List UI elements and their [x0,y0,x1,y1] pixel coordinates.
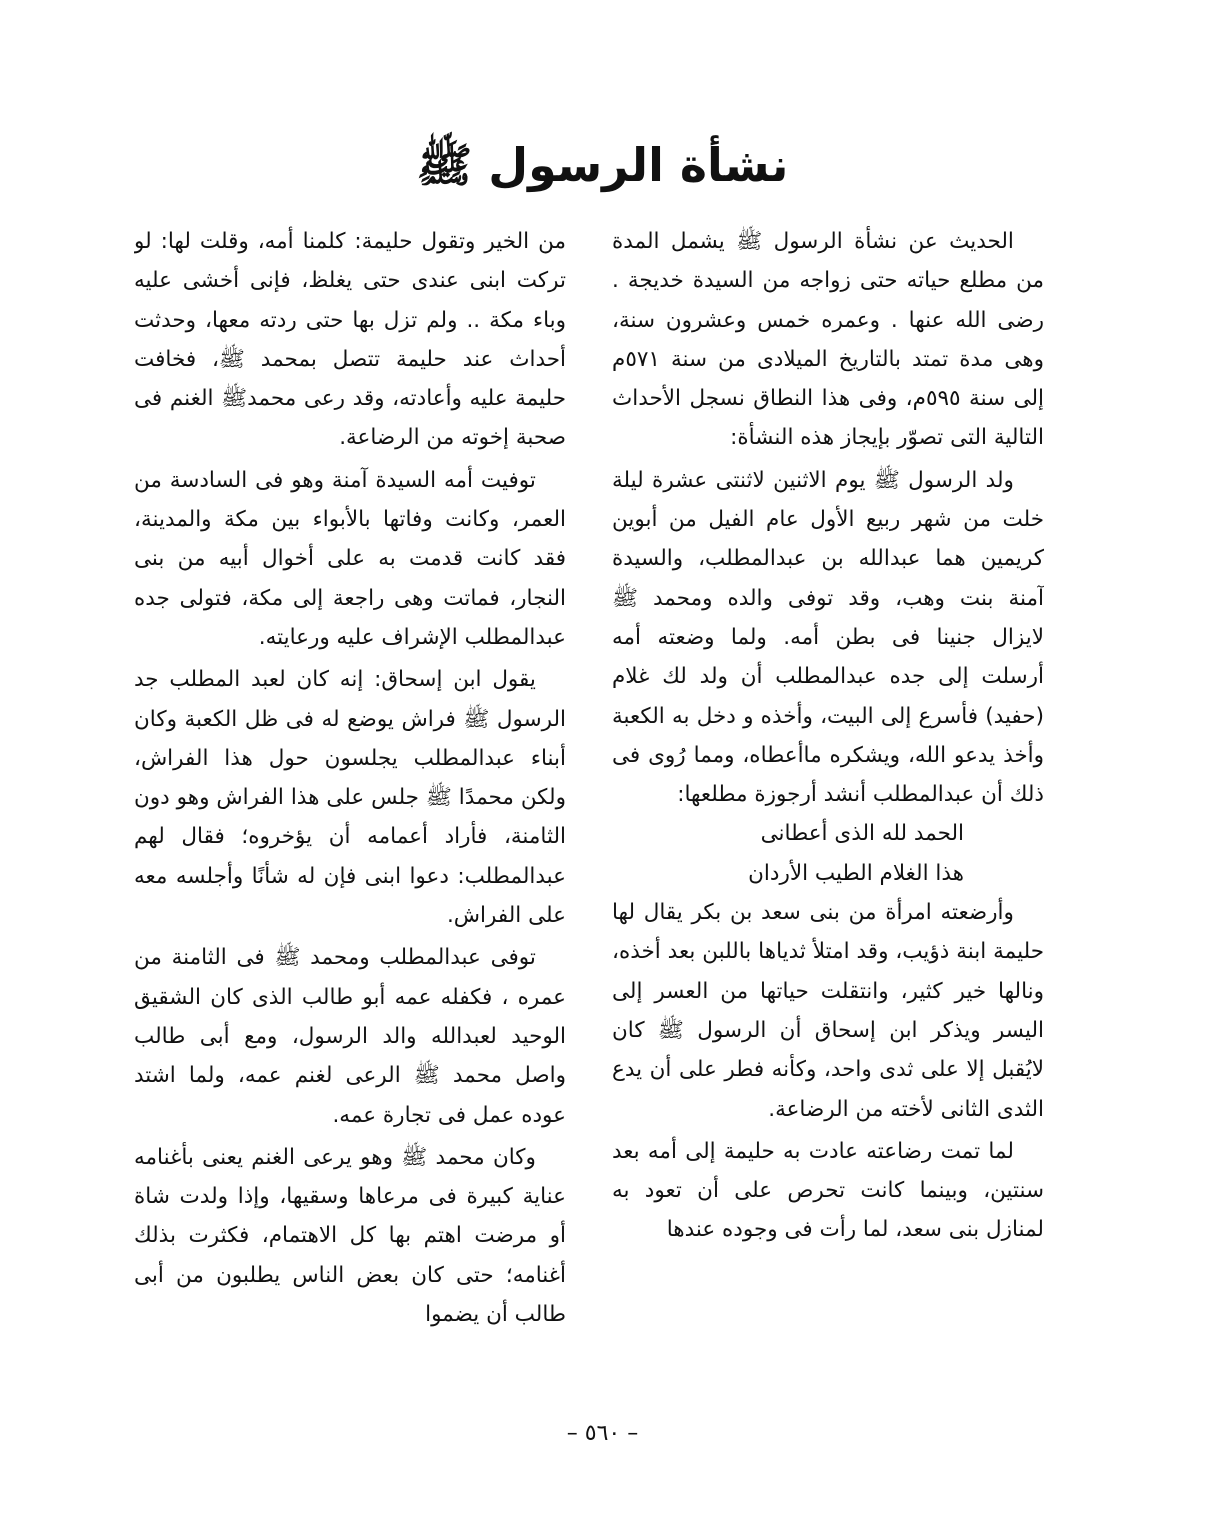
paragraph: الحديث عن نشأة الرسول ﷺ يشمل المدة من مطلع حياته حتى زواجه من السيدة خديجة . رضى الله عنها . وعمره خمس وعشرون سنة، وهى مدة تمتد بالتاريخ الميلادى من سنة ٥٧١م إلى سنة ٥٩٥م، وفى هذا النطاق نسجل الأحداث التالية التى تصوّر بإيجاز هذه النشأة: [612,229,1044,451]
page-title: نشأة الرسول ﷺ [416,138,789,192]
paragraph: توفيت أمه السيدة آمنة وهو فى السادسة من العمر، وكانت وفاتها بالأبواء بين مكة والمدينة، فقد كانت قدمت به على أخوال أبيه من بنى النجار، فماتت وهى راجعة إلى مكة، فتولى جده عبدالمطلب الإشراف عليه ورعايته. [134,467,566,650]
left-column [134,222,566,1412]
paragraph: ولد الرسول ﷺ يوم الاثنين لاثنتى عشرة ليلة خلت من شهر ربيع الأول عام الفيل من أبوين كريمين هما عبدالله بن عبدالمطلب، والسيدة آمنة بنت وهب، وقد توفى والده ومحمد ﷺ لايزال جنينا فى بطن أمه. ولما وضعته أمه أرسلت إلى جده عبدالمطلب أن ولد لك غلام (حفيد) فأسرع إلى البيت، وأخذه و دخل به الكعبة وأخذ يدعو الله، ويشكره ماأعطاه، ومما رُوى فى ذلك أن عبدالمطلب أنشد أرجوزة مطلعها: [612,467,1044,808]
poem-verse [612,814,1044,893]
page-number: – ٥٦٠ – [566,1421,639,1446]
paragraph: من الخير وتقول حليمة: كلمنا أمه، وقلت لها: لو تركت ابنى عندى حتى يغلظ، فإنى أخشى عليه وباء مكة .. ولم تزل بها حتى ردته معها، وحدثت أحداث عند حليمة تتصل بمحمد ﷺ، فخافت حليمة عليه وأعادته، وقد رعى محمدﷺ الغنم فى صحبة إخوته من الرضاعة. [134,229,566,451]
paragraph: توفى عبدالمطلب ومحمد ﷺ فى الثامنة من عمره ، فكفله عمه أبو طالب الذى كان الشقيق الوحيد لعبدالله والد الرسول، ومع أبى طالب واصل محمد ﷺ الرعى لغنم عمه، ولما اشتد عوده عمل فى تجارة عمه. [134,945,566,1128]
paragraph: لما تمت رضاعته عادت به حليمة إلى أمه بعد سنتين، وبينما كانت تحرص على أن تعود به لمنازل بنى سعد، لما رأت فى وجوده عندها [612,1138,1044,1243]
paragraph: وأرضعته امرأة من بنى سعد بن بكر يقال لها حليمة ابنة ذؤيب، وقد امتلأ ثدياها باللبن بعد أخذه، ونالها خير كثير، وانتقلت حياتها من العسر إلى اليسر ويذكر ابن إسحاق أن الرسول ﷺ كان لايُقبل إلا على ثدى واحد، وكأنه فطر على أن يدع الثدى الثانى لأخته من الرضاعة. [612,900,1044,1122]
verse-line: الحمد لله الذى أعطانى [760,821,964,847]
right-column [612,222,1044,1412]
paragraph: وكان محمد ﷺ وهو يرعى الغنم يعنى بأغنامه عناية كبيرة فى مرعاها وسقيها، وإذا ولدت شاة أو مرضت اهتم بها كل الاهتمام، فكثرت بذلك أغنامه؛ حتى كان بعض الناس يطلبون من أبى طالب أن يضموا [134,1144,566,1328]
paragraph: يقول ابن إسحاق: إنه كان لعبد المطلب جد الرسول ﷺ فراش يوضع له فى ظل الكعبة وكان أبناء عبدالمطلب يجلسون حول هذا الفراش، ولكن محمدًا ﷺ جلس على هذا الفراش وهو دون الثامنة، فأراد أعمامه أن يؤخروه؛ فقال لهم عبدالمطلب: دعوا ابنى فإن له شأنًا وأجلسه معه على الفراش. [134,667,566,929]
verse-line: هذا الغلام الطيب الأردان [748,860,964,886]
